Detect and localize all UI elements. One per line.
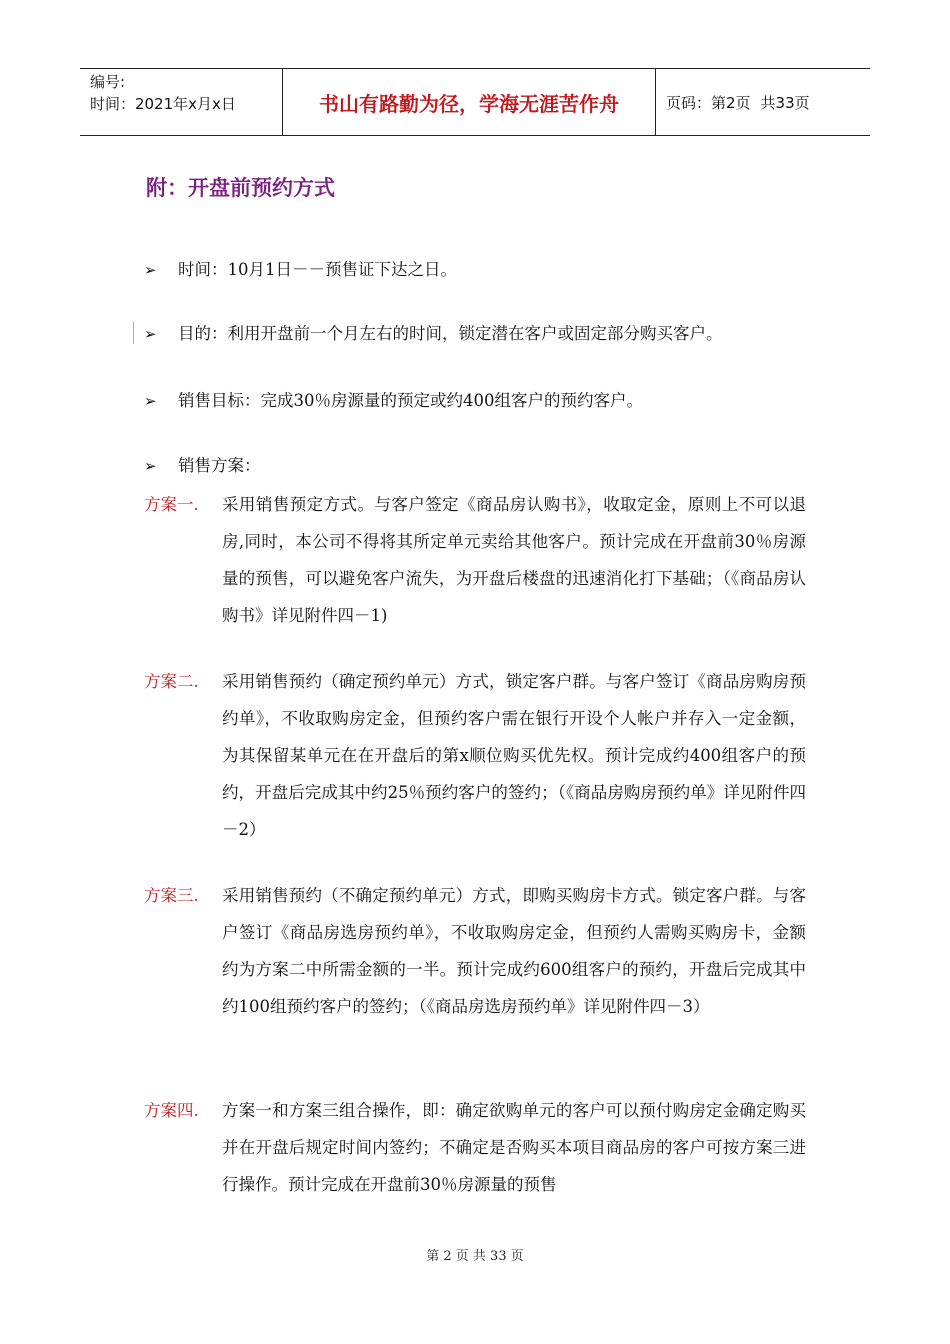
plan-3 — [144, 877, 806, 1025]
page-footer: 第 2 页 共 33 页 — [426, 1249, 524, 1264]
plan-text: 采用销售预约（不确定预约单元）方式，即购买购房卡方式。锁定客户群。与客户签订《商品房选房预约单》，不收取购房定金，但预约人需购买购房卡，金额约为方案二中所需金额的一半。预计完成约600组客户的预约，开盘后完成其中约100组预约客户的签约；（《商品房选房预约单》详见附件四－3） — [222, 886, 806, 1016]
arrow-bullet-icon: ➢ — [144, 392, 157, 410]
bullet-text: 销售方案： — [178, 456, 261, 475]
section-title: 附：开盘前预约方式 — [146, 176, 335, 200]
plan-text: 采用销售预定方式。与客户签定《商品房认购书》，收取定金，原则上不可以退房,同时，本公司不得将其所定单元卖给其他客户。预计完成在开盘前30％房源量的预售，可以避免客户流失，为开盘后楼盘的迅速消化打下基础；（《商品房认购书》详见附件四－1) — [222, 495, 806, 625]
bullet-text: 时间：10月1日－－预售证下达之日。 — [178, 260, 457, 279]
arrow-bullet-icon: ➢ — [144, 457, 157, 475]
bullet-purpose — [144, 322, 723, 346]
margin-marker — [133, 322, 134, 344]
bullet-sales-goal — [144, 389, 643, 413]
arrow-bullet-icon: ➢ — [144, 325, 157, 343]
bullet-sales-plan — [144, 454, 261, 478]
plan-label: 方案一. — [144, 495, 199, 514]
bullet-time — [144, 258, 457, 282]
plan-label: 方案二. — [144, 672, 199, 691]
header-number: 编号: — [90, 73, 126, 91]
bullet-text: 目的：利用开盘前一个月左右的时间，锁定潜在客户或固定部分购买客户。 — [178, 324, 723, 343]
header-page-number: 页码：第2页 — [666, 93, 751, 112]
page-header — [80, 68, 870, 136]
plan-text: 方案一和方案三组合操作，即：确定欲购单元的客户可以预付购房定金确定购买并在开盘后规定时间内签约；不确定是否购买本项目商品房的客户可按方案三进行操作。预计完成在开盘前30％房源量的预售 — [222, 1101, 806, 1194]
header-motto: 书山有路勤为径，学海无涯苦作舟 — [283, 69, 656, 135]
header-time: 时间：2021年x月x日 — [90, 95, 236, 113]
plan-4 — [144, 1092, 806, 1203]
plan-label: 方案三. — [144, 886, 199, 905]
header-page-info — [656, 69, 870, 135]
header-page-total: 共33页 — [760, 93, 810, 112]
header-meta — [80, 69, 283, 135]
arrow-bullet-icon: ➢ — [144, 261, 157, 279]
plan-2 — [144, 663, 806, 848]
plan-1 — [144, 486, 806, 634]
plan-text: 采用销售预约（确定预约单元）方式，锁定客户群。与客户签订《商品房购房预约单》，不收取购房定金，但预约客户需在银行开设个人帐户并存入一定金额，为其保留某单元在在开盘后的第x顺位购买优先权。预计完成约400组客户的预约，开盘后完成其中约25％预约客户的签约；（《商品房购房预约单》详见附件四－2） — [222, 672, 806, 839]
bullet-text: 销售目标：完成30％房源量的预定或约400组客户的预约客户。 — [178, 391, 643, 410]
plan-label: 方案四. — [144, 1101, 199, 1120]
